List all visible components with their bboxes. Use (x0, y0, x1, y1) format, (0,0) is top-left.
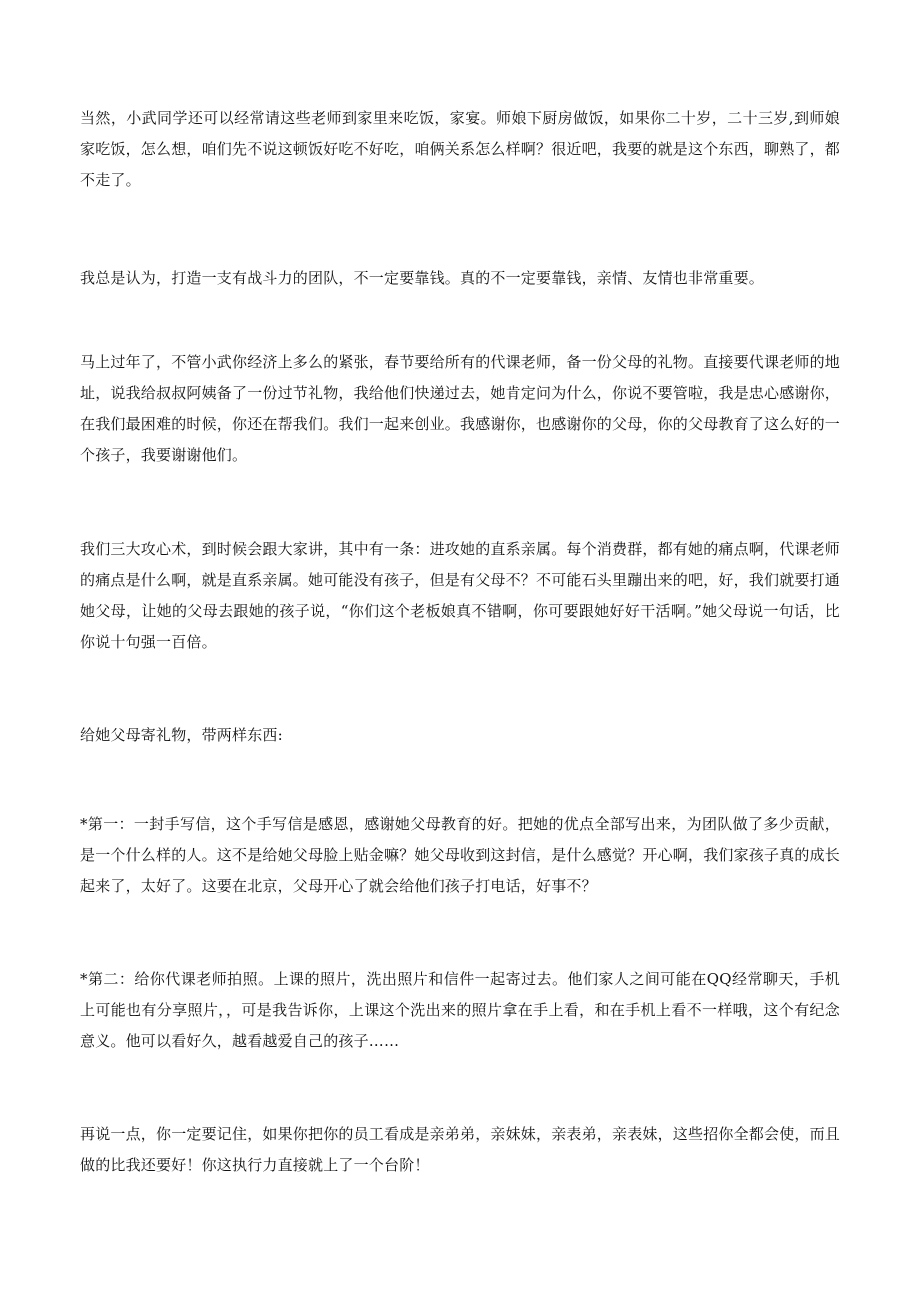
paragraph-team-not-money: 我总是认为，打造一支有战斗力的团队，不一定要靠钱。真的不一定要靠钱，亲情、友情也非常重要。 (80, 269, 765, 287)
paragraph-first-handwritten-letter: *第一：一封手写信，这个手写信是感恩，感谢她父母教育的好。把她的优点全部写出来，为团队做了多少贡献，是一个什么样的人。这不是给她父母脸上贴金嘛？她父母收到这封信，是什么感觉？开心啊，我们家孩子真的成长起来了，太好了。这要在北京，父母开心了就会给他们孩子打电话，好事不？ (80, 815, 841, 895)
paragraph-gift-two-items: 给她父母寄礼物，带两样东西: (80, 726, 283, 744)
paragraph-family-dinner: 当然，小武同学还可以经常请这些老师到家里来吃饭，家宴。师娘下厨房做饭，如果你二十岁，二十三岁,到师娘家吃饭，怎么想，咱们先不说这顿饭好吃不好吃，咱俩关系怎么样啊？很近吧，我要的就是这个东西，聊熟了，都不走了。 (80, 109, 841, 189)
paragraph-new-year-gift: 马上过年了，不管小武你经济上多么的紧张，春节要给所有的代课老师，备一份父母的礼物。直接要代课老师的地址，说我给叔叔阿姨备了一份过节礼物，我给他们快递过去，她肯定问为什么，你说不要管啦，我是忠心感谢你，在我们最困难的时候，你还在帮我们。我们一起来创业。我感谢你，也感谢你的父母，你的父母教育了这么好的一个孩子，我要谢谢他们。 (80, 353, 841, 464)
paragraph-closing-remark: 再说一点，你一定要记住，如果你把你的员工看成是亲弟弟，亲妹妹，亲表弟，亲表妹，这些招你全都会使，而且做的比我还要好！你这执行力直接就上了一个台阶！ (80, 1125, 841, 1174)
paragraph-three-tactics: 我们三大攻心术，到时候会跟大家讲，其中有一条：进攻她的直系亲属。每个消费群，都有她的痛点啊，代课老师的痛点是什么啊，就是直系亲属。她可能没有孩子，但是有父母不？不可能石头里蹦出来的吧，好，我们就要打通她父母，让她的父母去跟她的孩子说，“你们这个老板娘真不错啊，你可要跟她好好干活啊。”她父母说一句话，比你说十句强一百倍。 (80, 540, 841, 651)
paragraph-second-photos: *第二：给你代课老师拍照。上课的照片，洗出照片和信件一起寄过去。他们家人之间可能在QQ经常聊天，手机上可能也有分享照片，，可是我告诉你，上课这个洗出来的照片拿在手上看，和在手机上看不一样哦，这个有纪念意义。他可以看好久，越看越爱自己的孩子…… (80, 970, 840, 1050)
